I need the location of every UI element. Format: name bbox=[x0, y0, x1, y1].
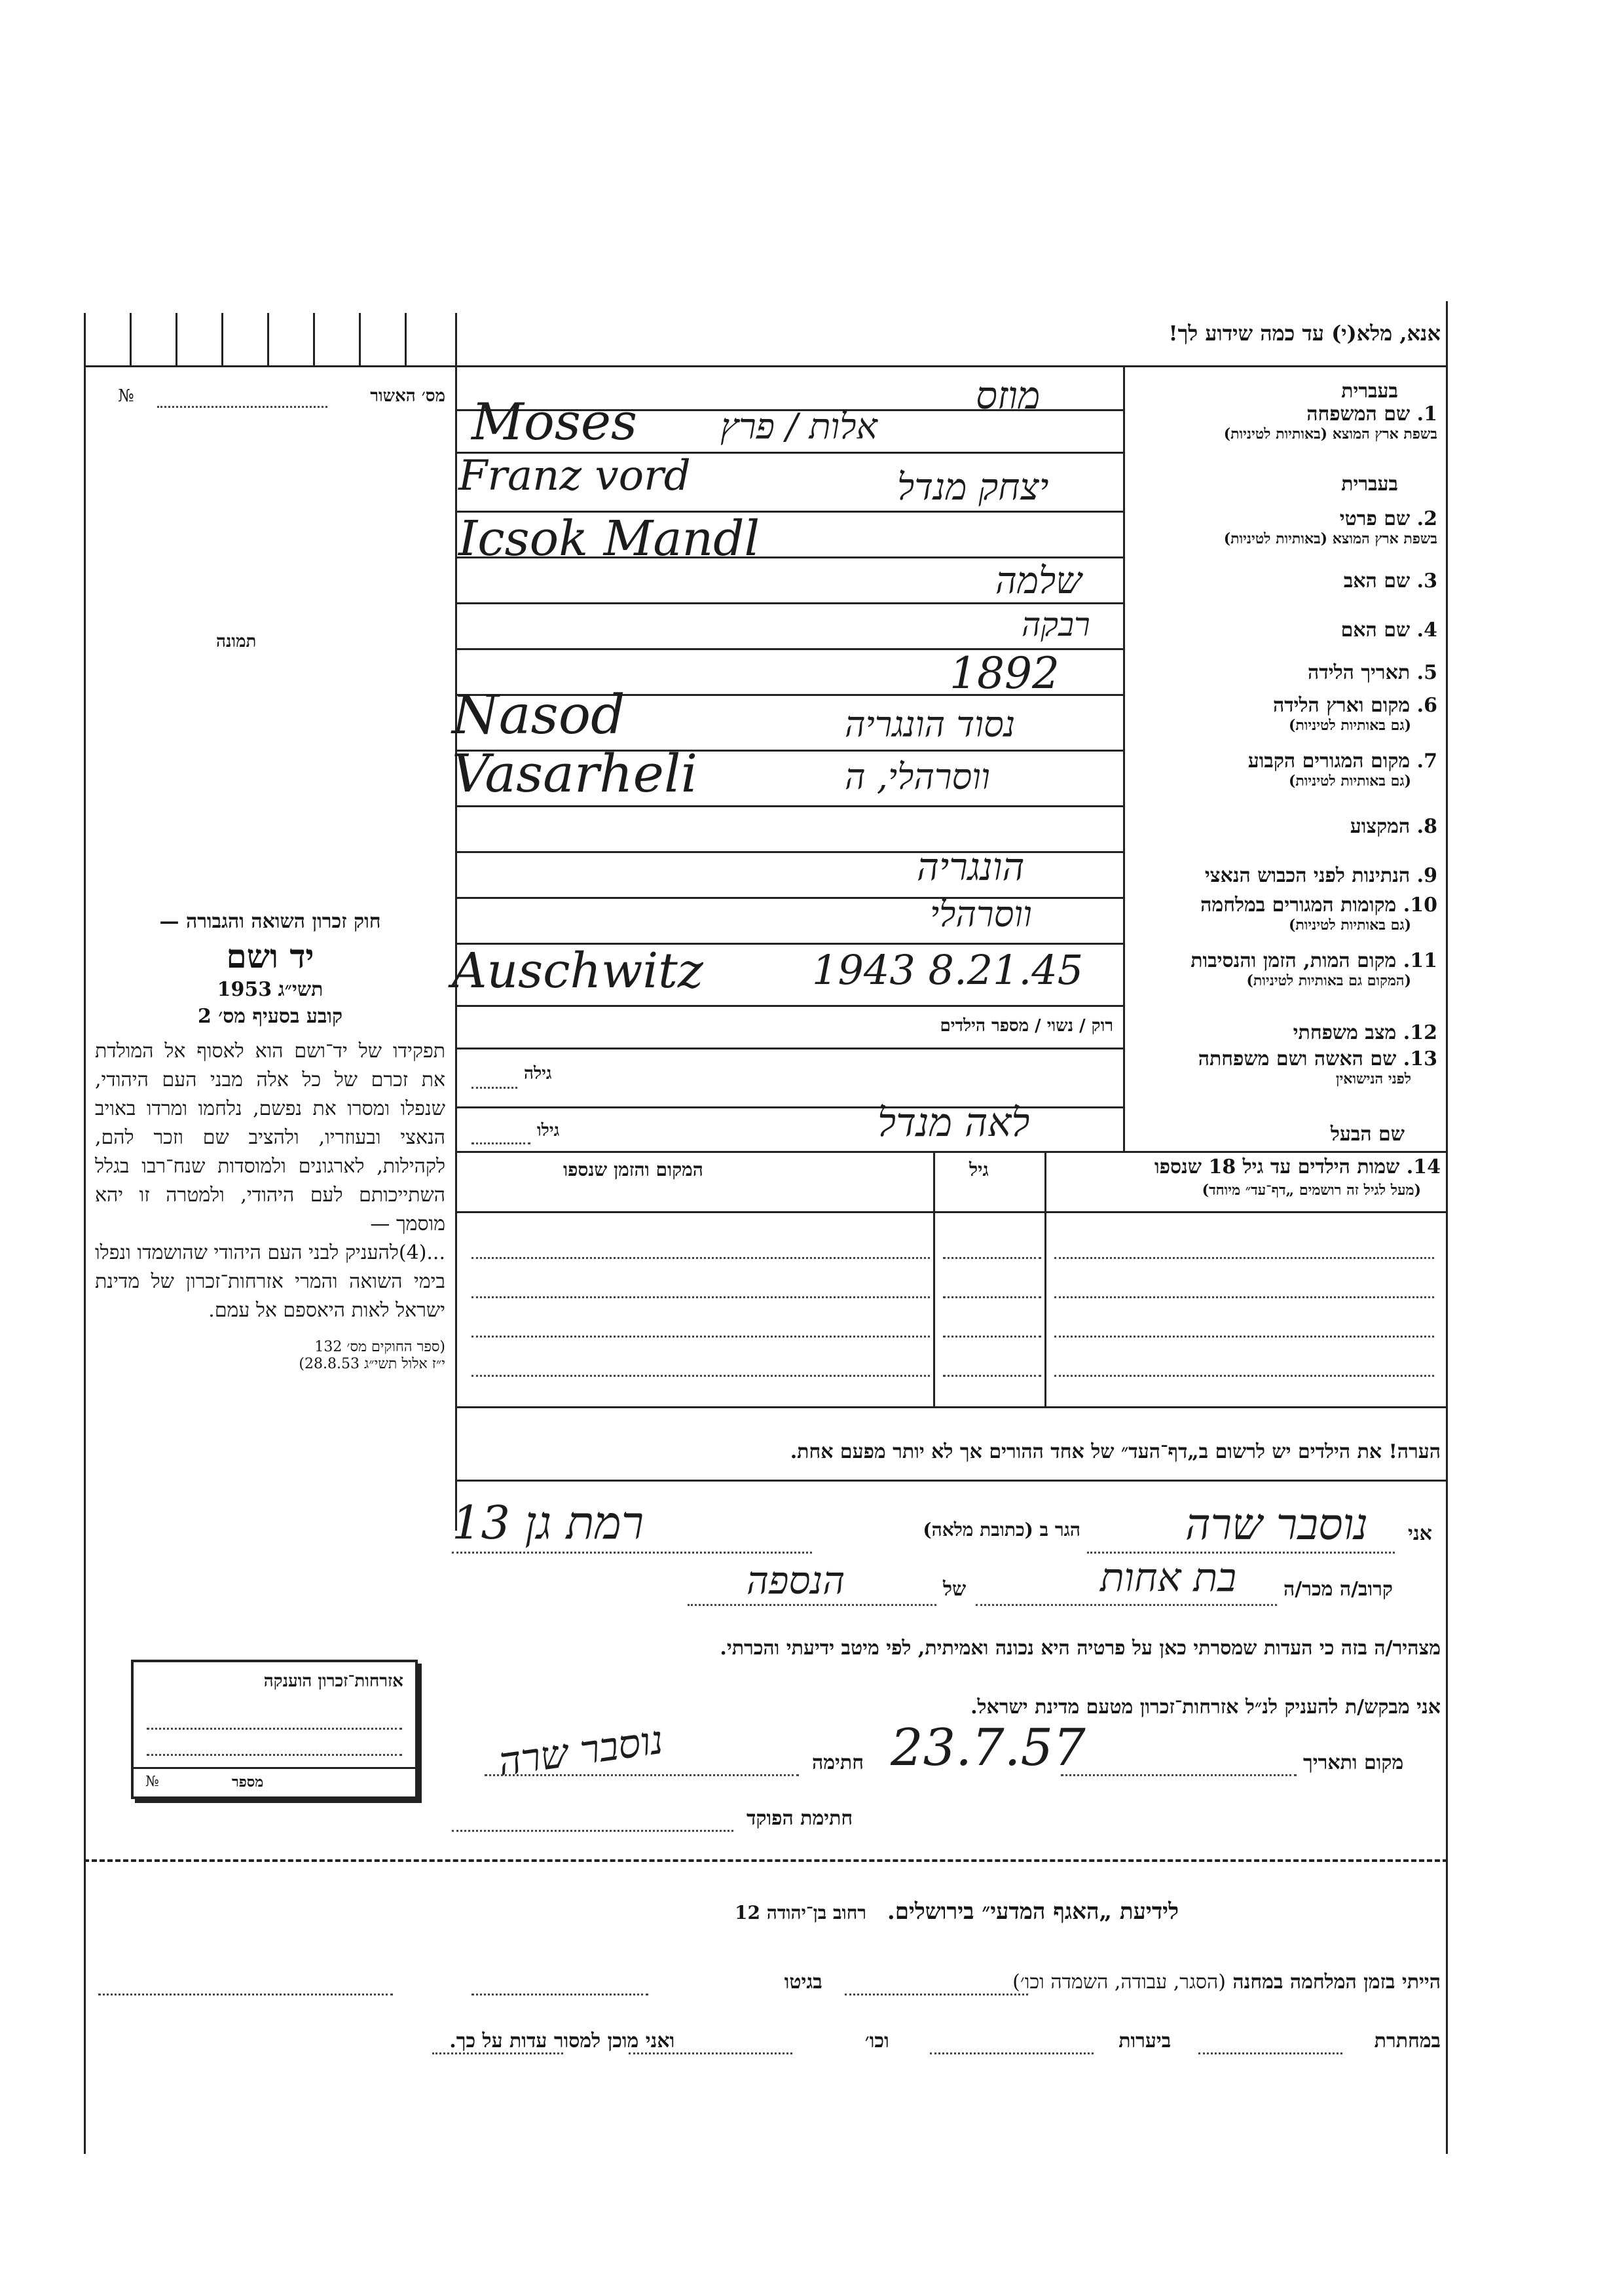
footer-title: לידיעת „האגף המדעי״ בירושלים. bbox=[887, 1899, 1179, 1925]
footer-forests-label: ביערות bbox=[1118, 2030, 1172, 2052]
field-2-value-extra[interactable]: Franz vord bbox=[458, 452, 691, 500]
field-13 bbox=[1130, 1048, 1437, 1087]
field-4 bbox=[1130, 619, 1437, 642]
field-2-value-hebrew[interactable]: יצחק מנדל bbox=[897, 466, 1049, 509]
husband-age-label: גילו bbox=[537, 1121, 560, 1140]
field-1-num: 1. bbox=[1416, 403, 1437, 426]
law-text-2: ...(4)להעניק לבני העם היהודי שהושמדו ונפלו בימי השואה והמרי אזרחות־זכרון של מדינת ישראל לאות היאספם אל עמם. bbox=[95, 1241, 445, 1322]
form-instruction: אנא, מלא(י) עד כמה שידוע לך! bbox=[1168, 321, 1441, 346]
date-value[interactable]: 23.7.57 bbox=[891, 1719, 1086, 1777]
field-5-label: תאריך הלידה bbox=[1308, 661, 1411, 684]
field-6-sub: (גם באותיות לטיניות) bbox=[1288, 717, 1411, 734]
children-rows bbox=[458, 1218, 1441, 1401]
footer-underground-label: במחתרת bbox=[1374, 2030, 1441, 2052]
field-2-label-line bbox=[1130, 507, 1437, 530]
citizenship-no-label: מספר bbox=[232, 1774, 264, 1791]
approval-number-row bbox=[98, 386, 445, 412]
field-6-num: 6. bbox=[1416, 694, 1437, 717]
law-year: 1953 bbox=[217, 978, 272, 1001]
field-1-value-latin[interactable]: Moses bbox=[471, 393, 638, 452]
footer-camp-types: (הסגר, עבודה, השמדה וכו׳) bbox=[1012, 1971, 1226, 1994]
citizenship-box-title: אזרחות־זכרון הוענקה bbox=[263, 1671, 403, 1691]
header-ticks bbox=[84, 313, 455, 365]
field-1-value-hebrew[interactable]: מוזס bbox=[976, 373, 1041, 418]
relation-value[interactable]: בת אחות bbox=[1100, 1555, 1237, 1601]
field-12 bbox=[1130, 1021, 1437, 1044]
field-1-label-line bbox=[1130, 403, 1437, 426]
law-clause: קובע בסעיף מס׳ 2 bbox=[197, 1005, 343, 1028]
field-1-sub: בשפת ארץ המוצא (באותיות לטיניות) bbox=[1223, 426, 1437, 443]
children-title: 14. שמות הילדים עד גיל 18 שנספו bbox=[1154, 1156, 1441, 1178]
field-7-value-latin[interactable]: Vasarheli bbox=[452, 743, 698, 804]
field-1 bbox=[1130, 380, 1437, 443]
field-6-value-hebrew[interactable]: נסוד הונגריה bbox=[845, 704, 1016, 745]
field-11-value-latin[interactable]: Auschwitz bbox=[452, 943, 703, 999]
field-6-label: מקום וארץ הלידה bbox=[1272, 694, 1411, 717]
field-2-sub: בשפת ארץ המוצא (באותיות לטיניות) bbox=[1223, 530, 1437, 547]
footer-camp-label: הייתי בזמן המלחמה במחנה bbox=[1232, 1971, 1441, 1994]
field-10-label: מקומות המגורים במלחמה bbox=[1200, 894, 1397, 917]
field-5-num: 5. bbox=[1416, 661, 1437, 684]
field-11-value-hebrew[interactable]: 1943 8.21.45 bbox=[812, 946, 1084, 994]
law-block bbox=[95, 910, 445, 1372]
children-col-place: המקום והזמן שנספו bbox=[563, 1159, 703, 1180]
no-mark: № bbox=[118, 386, 134, 406]
approval-number-label: מס׳ האשור bbox=[370, 386, 445, 406]
field-7-label: מקום המגורים הקבוע bbox=[1247, 750, 1411, 773]
photo-label: תמונה bbox=[216, 632, 257, 651]
field-10 bbox=[1130, 894, 1437, 934]
field-11-label-line bbox=[1130, 949, 1437, 972]
field-10-value[interactable]: ווסרהלי bbox=[930, 894, 1032, 935]
field-1-tag: בעברית bbox=[1341, 380, 1398, 403]
field-13-sub: לפני הנישואין bbox=[1335, 1070, 1411, 1087]
footer-ghetto-label: בגיטו bbox=[784, 1971, 822, 1994]
law-ref-2: י״ז אלול תשי״ג 28.8.53) bbox=[299, 1356, 445, 1372]
field-3-num: 3. bbox=[1416, 570, 1437, 592]
declarant-address-label: הגר ב (כתובת מלאה) bbox=[923, 1519, 1080, 1540]
field-10-sub: (גם באותיות לטיניות) bbox=[1288, 917, 1411, 934]
declarant-name[interactable]: נוסבר שרה bbox=[1185, 1499, 1368, 1550]
field-3 bbox=[1130, 570, 1437, 592]
field-13-num: 13. bbox=[1403, 1048, 1437, 1070]
field-5-value[interactable]: 1892 bbox=[950, 648, 1060, 699]
field-10-num: 10. bbox=[1403, 894, 1437, 917]
law-year-line bbox=[95, 978, 445, 1001]
husband-value[interactable]: לאה מנדל bbox=[877, 1100, 1030, 1146]
field-7-label-line bbox=[1130, 750, 1437, 773]
field-11-label: מקום המות, הזמן והנסיבות bbox=[1190, 949, 1397, 972]
note-text: הערה! את הילדים יש לרשום ב„דף־העד״ של אחד ההורים אך לא יותר מפעם אחת. bbox=[790, 1440, 1441, 1463]
field-12-label: מצב משפחתי bbox=[1293, 1021, 1397, 1044]
signature-label: חתימה bbox=[812, 1751, 864, 1774]
footer-line-2 bbox=[98, 2030, 1441, 2052]
field-3-value[interactable]: שלמה bbox=[995, 560, 1082, 602]
children-col-age: גיל bbox=[969, 1159, 989, 1180]
request-text: אני מבקש/ת להעניק לנ״ל אזרחות־זכרון מטעם מדינת ישראל. bbox=[970, 1696, 1441, 1719]
footer-line-1 bbox=[98, 1971, 1441, 1994]
children-subtitle: (מעל לגיל זה רושמים „דף־עד״ מיוחד) bbox=[1202, 1182, 1421, 1199]
field-9-label: הנתינות לפני הכבוש הנאצי bbox=[1204, 864, 1411, 887]
law-text: תפקידו של יד־ושם הוא לאסוף אל המולדת את זכרם של כל אלה מבני העם היהודי, שנפלו ומסרו את נפשם, נלחמו ומרדו באויב הנאצי ובעוזריו, ולהציב שם וזכר להם, לקהילות, לארגונים ולמוסדות שנח־רבו בגלל השתייכותם לעם היהודי, ולמטרה זו יהא מוסמך — bbox=[95, 1040, 445, 1235]
field-2-value-latin[interactable]: Icsok Mandl bbox=[458, 511, 760, 567]
field-8-label: המקצוע bbox=[1350, 815, 1411, 838]
field-13-label: שם האשה ושם משפחתה bbox=[1198, 1048, 1397, 1070]
field-7-sub: (גם באותיות לטיניות) bbox=[1288, 773, 1411, 790]
yad-vashem-title: יד ושם bbox=[226, 937, 314, 975]
field-5 bbox=[1130, 661, 1437, 684]
field-husband-label: שם הבעל bbox=[1330, 1123, 1405, 1146]
field-8 bbox=[1130, 815, 1437, 838]
place-date-label: מקום ותאריך bbox=[1303, 1751, 1404, 1774]
official-signature-label: חתימת הפוקד bbox=[747, 1807, 853, 1830]
law-hebrew-year: תשי״ג bbox=[278, 978, 323, 1001]
field-2-label: שם פרטי bbox=[1339, 507, 1411, 530]
field-4-label: שם האם bbox=[1340, 619, 1411, 642]
field-8-num: 8. bbox=[1416, 815, 1437, 838]
field-9 bbox=[1130, 864, 1437, 887]
field-6-value-latin[interactable]: Nasod bbox=[452, 684, 625, 746]
footer-address: רחוב בן־יהודה 12 bbox=[735, 1902, 867, 1923]
field-husband bbox=[1130, 1123, 1405, 1146]
field-12-num: 12. bbox=[1403, 1021, 1437, 1044]
declarant-address[interactable]: רמת גן 13 bbox=[452, 1496, 644, 1550]
field-6 bbox=[1130, 694, 1437, 734]
field-9-num: 9. bbox=[1416, 864, 1437, 887]
law-title: חוק זכרון השואה והגבורה — bbox=[159, 910, 381, 933]
field-9-value[interactable]: הונגריה bbox=[917, 845, 1025, 889]
field-2 bbox=[1130, 473, 1437, 547]
footer-etc-label: וכו׳ bbox=[864, 2030, 889, 2052]
citizenship-box bbox=[131, 1660, 418, 1799]
field-6-label-line bbox=[1130, 694, 1437, 717]
of-value[interactable]: הנספה bbox=[747, 1558, 845, 1603]
wife-age-label: גילה bbox=[524, 1064, 552, 1084]
footer-title-line bbox=[458, 1899, 1179, 1925]
field-1-value-extra[interactable]: אלות / פרץ bbox=[720, 406, 877, 447]
signature-value[interactable]: נוסבר שרה bbox=[495, 1717, 667, 1786]
field-7 bbox=[1130, 750, 1437, 790]
field-2-tag: בעברית bbox=[1341, 473, 1398, 496]
footer-testimony-label: ואני מוכן למסור עדות על כך. bbox=[449, 2030, 675, 2052]
declaration-text: מצהיר/ה בזה כי העדות שמסרתי כאן על פרטיה היא נכונה ואמיתית, לפי מיטב ידיעתי והכרתי. bbox=[720, 1637, 1441, 1660]
field-10-label-line bbox=[1130, 894, 1437, 917]
relation-label: קרוב/ה מכר/ה bbox=[1283, 1578, 1393, 1601]
field-1-label: שם המשפחה bbox=[1306, 403, 1411, 426]
citizenship-no-mark: № bbox=[145, 1774, 159, 1790]
field-11-sub: (המקום גם באותיות לטיניות) bbox=[1246, 972, 1411, 989]
field-11-num: 11. bbox=[1403, 949, 1437, 972]
of-label: של bbox=[943, 1578, 967, 1601]
marital-options[interactable]: רוק / נשוי / מספר הילדים bbox=[940, 1016, 1113, 1036]
field-13-label-line bbox=[1130, 1048, 1437, 1070]
field-3-label: שם האב bbox=[1343, 570, 1411, 592]
field-7-value-hebrew[interactable]: ווסרהלי, ה bbox=[845, 756, 990, 797]
field-4-num: 4. bbox=[1416, 619, 1437, 642]
field-11 bbox=[1130, 949, 1437, 989]
field-7-num: 7. bbox=[1416, 750, 1437, 773]
field-4-value[interactable]: רבקה bbox=[1022, 606, 1090, 644]
field-2-num: 2. bbox=[1416, 507, 1437, 530]
declarant-i-label: אני bbox=[1408, 1522, 1432, 1545]
law-ref-1: (ספר החוקים מס׳ 132 bbox=[314, 1339, 445, 1355]
